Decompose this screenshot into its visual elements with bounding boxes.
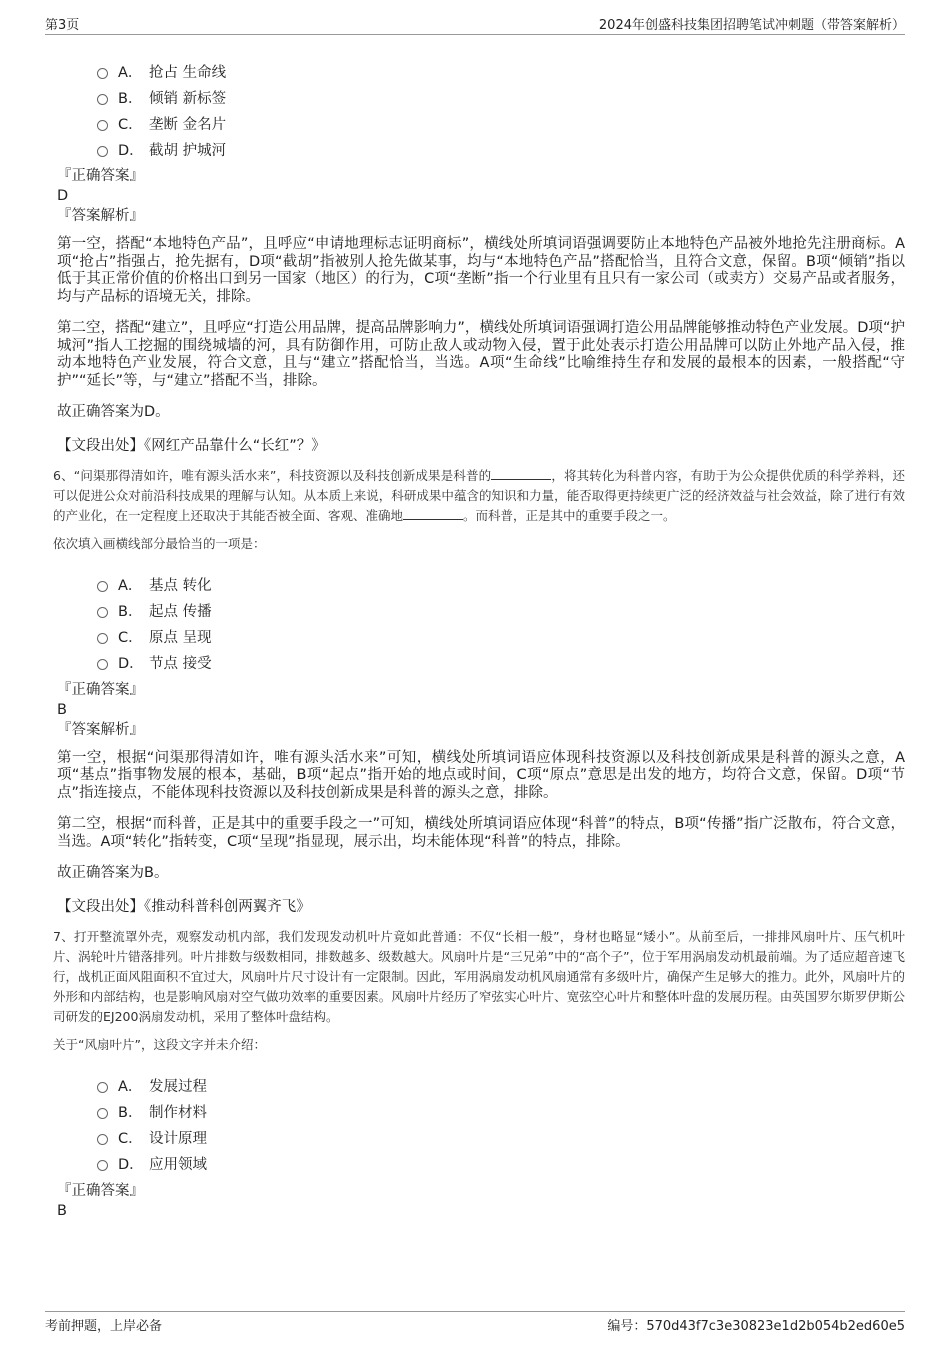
q5-answer-label: 『正确答案』 [57, 168, 144, 184]
option-letter: A． [118, 1079, 143, 1095]
q7-prompt: 关于“风扇叶片”，这段文字并未介绍： [53, 1036, 266, 1052]
option-letter: D． [118, 1157, 144, 1173]
option-letter: A． [118, 64, 143, 81]
page-header [45, 14, 905, 35]
radio-icon[interactable] [97, 581, 108, 592]
option-text: 截胡 护城河 [149, 142, 227, 159]
option-text: 原点 呈现 [149, 630, 212, 646]
q6-option-d[interactable] [97, 650, 905, 676]
q7-option-d[interactable] [97, 1151, 905, 1177]
option-text: 基点 转化 [149, 578, 212, 594]
option-text: 倾销 新标签 [149, 90, 227, 107]
q6-answer-label: 『正确答案』 [57, 681, 144, 698]
q6-analysis-paragraph: 第一空，根据“问渠那得清如许，唯有源头活水来”可知，横线处所填词语应体现科技资源以及科技创新成果是科普的源头之意，A项“基点”指事物发展的根本，基础，B项“起点”指开始的地点或时间，C项“原点”意思是出发的地方，均符合文意，保留。D项“节点”指连接点，不能体现科技资源以及科技创新成果是科普的源头之意，排除。 [57, 749, 905, 801]
q6-option-a[interactable] [97, 572, 905, 598]
radio-icon[interactable] [97, 146, 108, 157]
option-text: 设计原理 [149, 1131, 207, 1147]
page-number: 第3页 [45, 18, 80, 33]
option-text: 发展过程 [149, 1079, 207, 1095]
fill-blank [491, 467, 551, 480]
q5-analysis-label: 『答案解析』 [57, 208, 144, 224]
option-text: 起点 传播 [149, 604, 212, 620]
q6-stem-part: 6、“问渠那得清如许，唯有源头活水来”，科技资源以及科技创新成果是科普的 [53, 467, 492, 483]
option-letter: A． [118, 578, 143, 594]
document-id: 编号：570d43f7c3e30823e1d2b054b2ed60e5 [607, 1319, 905, 1334]
q5-option-c[interactable] [97, 110, 905, 136]
q5-conclusion: 故正确答案为D。 [57, 404, 170, 420]
option-text: 制作材料 [149, 1105, 207, 1121]
q7-answer-value: B [57, 1202, 67, 1219]
option-text: 节点 接受 [149, 656, 212, 672]
q5-option-a[interactable] [97, 58, 905, 84]
radio-icon[interactable] [97, 120, 108, 131]
q6-stem-part: ，将其转化为科普内容，有助于为公众提供优质的科学养料，还可以促进公众对前沿科技成果的理解与认知。从本质上来说，科研成果中蕴含的知识和力量，能否取得更持续更广泛的经济效益与社会效益，除了进行有效的产业化，在一定程度上还取决于其能否被全面、客观、准确地 [53, 467, 905, 523]
page-content [45, 58, 905, 1221]
page-footer [45, 1311, 905, 1336]
option-letter: B． [118, 1105, 143, 1121]
radio-icon[interactable] [97, 1134, 108, 1145]
q5-source: 【文段出处】《网红产品靠什么“长红”？》 [57, 437, 326, 454]
option-letter: C． [118, 1131, 143, 1147]
q6-stem [53, 466, 905, 526]
q5-option-d[interactable] [97, 136, 905, 162]
q6-source: 【文段出处】《推动科普科创两翼齐飞》 [57, 898, 311, 915]
q7-stem: 7、打开整流罩外壳，观察发动机内部，我们发现发动机叶片竟如此普通：不仅“长相一般”，身材也略显“矮小”。从前至后，一排排风扇叶片、压气机叶片、涡轮叶片错落排列。叶片排数与级数相同，排数越多、级数越大。风扇叶片是“三兄弟”中的“高个子”，位于军用涡扇发动机最前端。为了适应超音速飞行，战机正面风阻面积不宜过大，风扇叶片尺寸设计有一定限制。因此，军用涡扇发动机风扇通常有多级叶片，确保产生足够大的推力。此外，风扇叶片的外形和内部结构，也是影响风扇对空气做功效率的重要因素。风扇叶片经历了窄弦实心叶片、宽弦空心叶片和整体叶盘的发展历程。由英国罗尔斯罗伊斯公司研发的EJ200涡扇发动机，采用了整体叶盘结构。 [53, 928, 906, 1024]
q6-analysis-label: 『答案解析』 [57, 721, 144, 738]
q5-option-b[interactable] [97, 84, 905, 110]
q6-options [97, 572, 905, 676]
option-letter: B． [118, 604, 143, 620]
radio-icon[interactable] [97, 1082, 108, 1093]
q5-answer-value: D [57, 188, 69, 204]
option-letter: D． [118, 656, 144, 672]
q7-answer-label: 『正确答案』 [57, 1182, 144, 1199]
radio-icon[interactable] [97, 607, 108, 618]
radio-icon[interactable] [97, 68, 108, 79]
option-text: 抢占 生命线 [149, 64, 227, 81]
footer-slogan: 考前押题，上岸必备 [45, 1319, 163, 1334]
q7-option-b[interactable] [97, 1099, 905, 1125]
option-text: 应用领域 [149, 1157, 207, 1173]
q6-option-b[interactable] [97, 598, 905, 624]
radio-icon[interactable] [97, 94, 108, 105]
radio-icon[interactable] [97, 1160, 108, 1171]
option-letter: C． [118, 630, 143, 646]
q5-analysis-paragraph: 第二空，搭配“建立”，且呼应“打造公用品牌，提高品牌影响力”，横线处所填词语强调打造公用品牌能够推动特色产业发展。D项“护城河”指人工挖掘的围绕城墙的河，具有防御作用，可防止敌人或动物入侵，置于此处表示打造公用品牌可以防止外地产品入侵，推动本地特色产业发展，符合文意，且与“建立”搭配恰当，当选。A项“生命线”比喻维持生存和发展的最根本的因素，一般搭配“守护”“延长”等，与“建立”搭配不当，排除。 [57, 320, 905, 389]
q7-options [97, 1073, 905, 1177]
radio-icon[interactable] [97, 1108, 108, 1119]
option-letter: B． [118, 90, 143, 107]
option-letter: C． [118, 116, 143, 133]
option-text: 垄断 金名片 [149, 116, 227, 133]
q6-conclusion: 故正确答案为B。 [57, 865, 169, 881]
q7-option-c[interactable] [97, 1125, 905, 1151]
radio-icon[interactable] [97, 659, 108, 670]
q5-options [97, 58, 905, 162]
q5-analysis-paragraph: 第一空，搭配“本地特色产品”，且呼应“申请地理标志证明商标”，横线处所填词语强调要防止本地特色产品被外地抢先注册商标。A项“抢占”指强占，抢先据有，D项“截胡”指被别人抢先做某事，均与“本地特色产品”搭配恰当，且符合文意，保留。B项“倾销”指以低于其正常价值的价格出口到另一国家（地区）的行为，C项“垄断”指一个行业里有且只有一家公司（或卖方）交易产品或者服务，均与产品标的语境无关，排除。 [57, 236, 905, 305]
q6-option-c[interactable] [97, 624, 905, 650]
option-letter: D． [118, 142, 144, 159]
document-title: 2024年创盛科技集团招聘笔试冲刺题（带答案解析） [598, 18, 905, 33]
q6-stem-part: 。而科普，正是其中的重要手段之一。 [463, 507, 676, 523]
fill-blank [403, 507, 463, 520]
radio-icon[interactable] [97, 633, 108, 644]
q7-option-a[interactable] [97, 1073, 905, 1099]
q6-analysis-paragraph: 第二空，根据“而科普，正是其中的重要手段之一”可知，横线处所填词语应体现“科普”的特点，B项“传播”指广泛散布，符合文意，当选。A项“转化”指转变，C项“呈现”指显现，展示出，均未能体现“科普”的特点，排除。 [57, 816, 905, 850]
q6-answer-value: B [57, 701, 67, 718]
q6-prompt: 依次填入画横线部分最恰当的一项是： [53, 535, 266, 551]
